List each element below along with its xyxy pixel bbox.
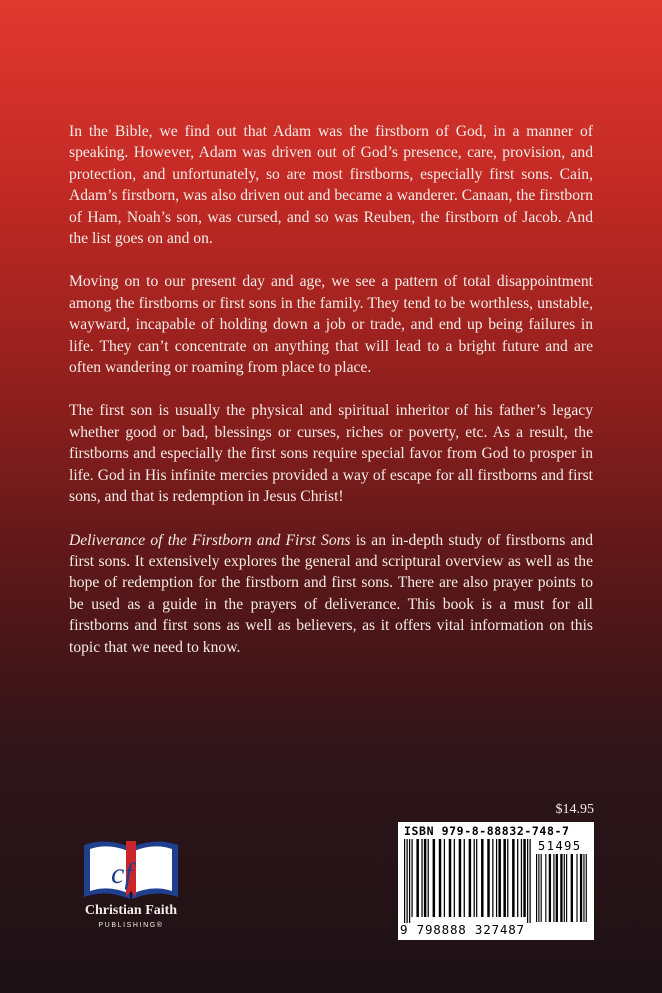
barcode-bar	[541, 854, 542, 922]
barcode-bar	[507, 839, 508, 917]
barcode-bar	[553, 854, 554, 922]
blurb-text	[69, 121, 593, 680]
blurb-paragraph-4-rest: is an in-depth study of firstborns and first sons. It extensively explores the general and scriptural overview as well as the hope of redemption for the firstborn and first sons. There are also prayer points to be used as a guide in the prayers of deliverance. This book is a must for all firstborns and first sons as well as believers, as it offers vital information on this topic that we need to know.	[69, 531, 593, 656]
barcode-box	[398, 822, 594, 940]
book-title-italic: Deliverance of the Firstborn and First Sons	[69, 531, 351, 549]
blurb-paragraph-4	[69, 530, 593, 658]
barcode-bar	[487, 839, 489, 917]
price-label: $14.95	[555, 802, 594, 817]
publisher-name: Christian Faith	[84, 903, 178, 918]
barcode-bar	[560, 854, 562, 922]
barcode-bar	[474, 839, 475, 917]
barcode-bar	[564, 854, 565, 922]
ean-number: 9 798888 327487	[400, 922, 525, 937]
barcode-bar	[517, 839, 518, 917]
barcode-bar	[404, 839, 405, 923]
blurb-paragraph-3: The first son is usually the physical and spiritual inheritor of his father’s legacy whether good or bad, blessings or curses, riches or poverty, etc. As a result, the firstborns and especially the first sons require special favor from God to prosper in life. God in His infinite mercies provided a way of escape for all firstborns and first sons, and that is redemption in Jesus Christ!	[69, 402, 593, 506]
barcode-bar	[421, 839, 422, 917]
ean-barcode	[404, 839, 532, 923]
barcode-bar	[498, 839, 500, 917]
barcode-bar	[545, 854, 546, 922]
barcode-bar	[481, 839, 483, 917]
barcode-bar	[580, 854, 582, 922]
publisher-sub: PUBLISHING®	[98, 922, 164, 929]
addon-number: 51495	[538, 839, 582, 853]
barcode-bar	[496, 839, 497, 917]
addon-barcode	[536, 854, 590, 934]
barcode-bar	[433, 839, 435, 917]
barcode-bar	[444, 839, 445, 917]
barcode-bar	[549, 854, 551, 922]
barcode-bar	[527, 839, 528, 923]
barcode-bar	[439, 839, 441, 917]
barcode-bar	[571, 854, 573, 922]
barcode-bar	[556, 854, 558, 922]
barcode-bar	[586, 854, 587, 922]
barcode-bar	[411, 839, 412, 917]
barcode-bar	[523, 839, 525, 917]
barcode-bar	[576, 854, 577, 922]
barcode-bar	[530, 839, 531, 923]
barcode-bar	[459, 839, 461, 917]
barcode-bar	[503, 839, 505, 917]
barcode-bar	[583, 854, 584, 922]
blurb-paragraph-1: In the Bible, we find out that Adam was the firstborn of God, in a manner of speaking. However, Adam was driven out of God’s presence, care, provision, and protection, and unfortunately, so are most firstborns, especially first sons. Cain, Adam’s firstborn, was also driven out and became a wanderer. Canaan, the firstborn of Ham, Noah’s son, was cursed, and so was Reuben, the firstborn of Jacob. And the list goes on and on.	[69, 123, 593, 248]
barcode-bar	[424, 839, 426, 917]
barcode-bar	[566, 854, 567, 922]
publisher-logo	[66, 833, 196, 943]
barcode-bar	[464, 839, 465, 917]
book-logo-icon	[78, 833, 184, 903]
isbn-label: ISBN 979-8-88832-748-7	[404, 824, 570, 838]
barcode-bar	[476, 839, 477, 917]
blurb-paragraph-2: Moving on to our present day and age, we see a pattern of total disappointment among the firstborns or first sons in the family. They tend to be worthless, unstable, wayward, incapable of holding down a job or trade, and end up being failures in life. They can’t concentrate on anything that will lead to a bright future and are often wandering or roaming from place to place.	[69, 273, 593, 377]
barcode-bar	[454, 839, 455, 917]
barcode-bar	[406, 839, 407, 923]
barcode-bar	[512, 839, 514, 917]
barcode-bar	[416, 839, 418, 917]
barcode-bar	[538, 854, 539, 922]
logo-letter-c: cf	[111, 857, 133, 890]
barcode-bar	[449, 839, 451, 917]
barcode-bar	[428, 839, 429, 917]
barcode-bar	[492, 839, 493, 917]
barcode-bar	[409, 839, 410, 923]
barcode-bar	[521, 839, 522, 917]
barcode-bar	[469, 839, 471, 917]
barcode-bar	[536, 854, 537, 922]
